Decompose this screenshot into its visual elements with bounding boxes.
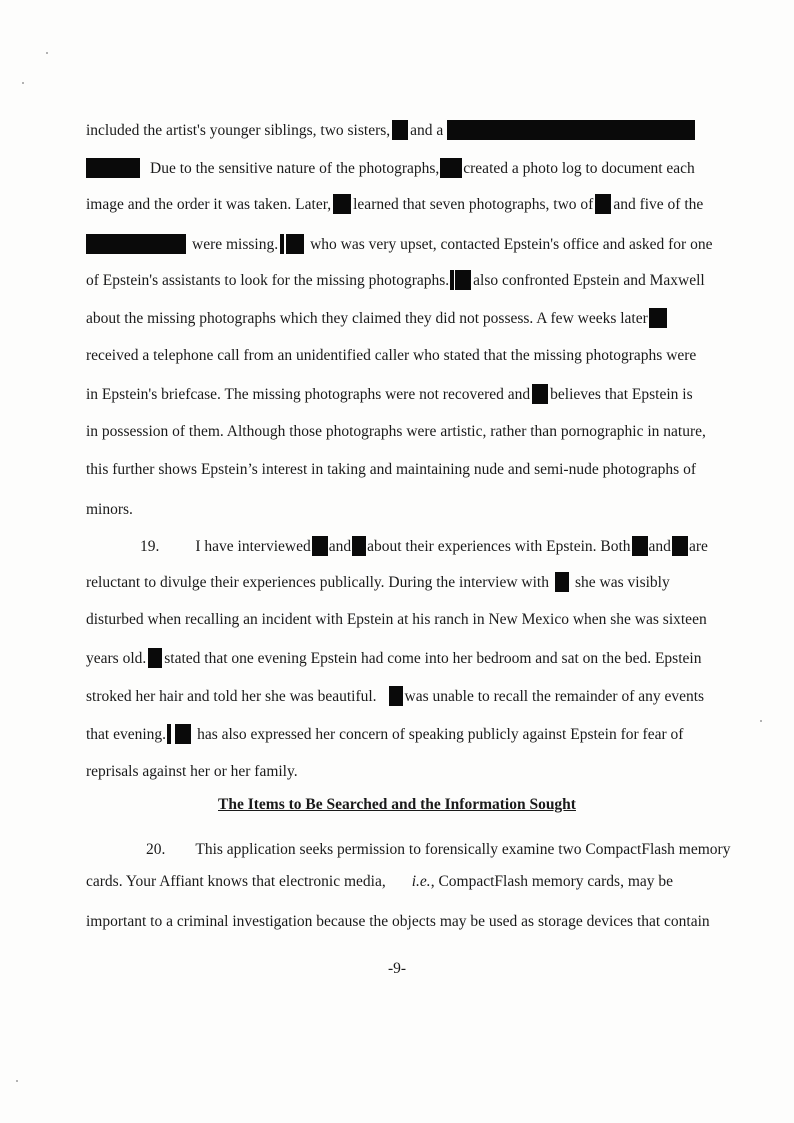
paragraph-line	[86, 346, 726, 366]
paragraph-line	[86, 194, 726, 215]
text-run: disturbed when recalling an incident with Epstein at his ranch in New Mexico when she was sixteen	[86, 611, 707, 628]
text-run: I have interviewed	[195, 538, 311, 555]
text-run: this further shows Epstein’s interest in taking and maintaining nude and semi-nude photographs of	[86, 461, 696, 478]
redaction-block	[333, 194, 351, 214]
paragraph-line	[86, 912, 726, 932]
text-run: This application seeks permission to forensically examine two CompactFlash memory	[195, 841, 731, 858]
text-run: , CompactFlash memory cards, may be	[430, 873, 674, 890]
redaction-block	[86, 158, 140, 178]
scan-speck	[16, 1080, 18, 1082]
redaction-block	[440, 158, 462, 178]
text-run-italic: i.e.	[411, 873, 431, 890]
text-run: and	[328, 538, 352, 555]
text-run: in possession of them. Although those photographs were artistic, rather than pornographic in nature,	[86, 423, 706, 440]
text-run: received a telephone call from an unidentified caller who stated that the missing photographs were	[86, 347, 697, 364]
text-run: that evening.	[86, 726, 167, 743]
text-run: who was very upset, contacted Epstein's office and asked for one	[310, 236, 713, 253]
paragraph-line	[86, 572, 726, 593]
paragraph-line	[86, 120, 726, 141]
text-run: important to a criminal investigation because the objects may be used as storage devices that contain	[86, 913, 710, 930]
text-run: minors.	[86, 501, 133, 518]
text-run: believes that Epstein is	[550, 386, 693, 403]
redaction-block	[167, 724, 171, 744]
paragraph-line	[86, 234, 726, 255]
redaction-block	[148, 648, 162, 668]
paragraph-line	[86, 610, 726, 630]
paragraph-line	[140, 536, 780, 557]
text-run: has also expressed her concern of speaking publicly against Epstein for fear of	[197, 726, 684, 743]
redaction-block	[389, 686, 403, 706]
paragraph-line	[86, 762, 726, 782]
paragraph-number: 20.	[146, 841, 166, 858]
paragraph-line	[86, 460, 726, 480]
text-run: created a photo log to document each	[463, 160, 695, 177]
paragraph-line	[86, 648, 726, 669]
text-run: Due to the sensitive nature of the photographs,	[150, 160, 440, 177]
paragraph-line	[86, 384, 726, 405]
text-run: about their experiences with Epstein. Both	[367, 538, 631, 555]
paragraph-number: 19.	[140, 538, 160, 555]
text-run: years old.	[86, 650, 147, 667]
paragraph-line	[86, 158, 726, 179]
redaction-block	[532, 384, 548, 404]
paragraph-line	[146, 840, 786, 860]
text-run: also confronted Epstein and Maxwell	[473, 272, 705, 289]
paragraph-line	[86, 872, 726, 892]
scan-speck	[46, 52, 48, 54]
paragraph-line	[86, 308, 726, 329]
text-run: was unable to recall the remainder of any events	[404, 688, 705, 705]
redaction-block	[447, 120, 695, 140]
redaction-block	[455, 270, 471, 290]
scan-speck	[760, 720, 762, 722]
text-run: image and the order it was taken. Later,	[86, 196, 332, 213]
redaction-block	[280, 234, 284, 254]
text-run: in Epstein's briefcase. The missing photographs were not recovered and	[86, 386, 531, 403]
text-run: she was visibly	[575, 574, 670, 591]
text-run: learned that seven photographs, two of	[353, 196, 594, 213]
text-run: reluctant to divulge their experiences publically. During the interview with	[86, 574, 549, 591]
paragraph-line	[86, 422, 726, 442]
redaction-block	[312, 536, 328, 556]
redaction-block	[352, 536, 366, 556]
redaction-block	[672, 536, 688, 556]
paragraph-line	[86, 500, 726, 520]
redaction-block	[595, 194, 611, 214]
text-run: and five of the	[613, 196, 704, 213]
redaction-block	[450, 270, 454, 290]
redaction-block	[86, 234, 186, 254]
text-run: were missing.	[192, 236, 279, 253]
text-run: included the artist's younger siblings, two sisters,	[86, 122, 391, 139]
redaction-block	[175, 724, 191, 744]
text-run: of Epstein's assistants to look for the missing photographs.	[86, 272, 450, 289]
redaction-block	[392, 120, 408, 140]
paragraph-line	[86, 686, 726, 707]
text-run: reprisals against her or her family.	[86, 763, 298, 780]
section-heading: The Items to Be Searched and the Information Sought	[218, 796, 576, 813]
page-number: -9-	[387, 960, 407, 977]
text-run: about the missing photographs which they claimed they did not possess. A few weeks later	[86, 310, 648, 327]
text-run: and a	[410, 122, 444, 139]
text-run: are	[688, 538, 708, 555]
scan-speck	[22, 82, 24, 84]
paragraph-line	[86, 724, 726, 745]
redaction-block	[286, 234, 304, 254]
text-run: stroked her hair and told her she was beautiful.	[86, 688, 377, 705]
redaction-block	[649, 308, 667, 328]
redaction-block	[555, 572, 569, 592]
text-run: stated that one evening Epstein had come into her bedroom and sat on the bed. Epstein	[164, 650, 702, 667]
text-run: and	[648, 538, 671, 555]
redaction-block	[632, 536, 648, 556]
text-run: cards. Your Affiant knows that electronic media,	[86, 873, 386, 890]
paragraph-line	[86, 270, 726, 291]
